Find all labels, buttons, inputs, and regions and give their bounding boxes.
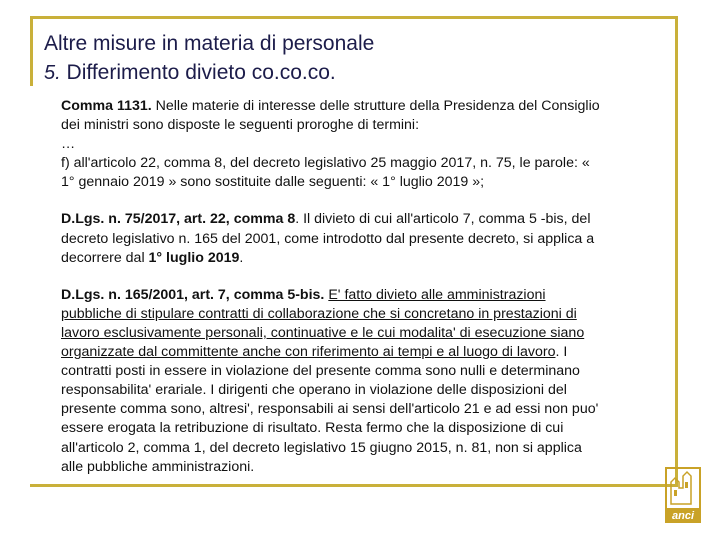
paragraph-dlgs-75 — [61, 210, 601, 267]
title-subtitle: Differimento divieto co.co.co. — [66, 61, 336, 84]
dlgs-165-text: . I contratti posti in essere in violazione del presente comma sono nulli e determinano responsabilita' erariale. I dirigenti che operano in violazione delle disposizioni del presente comma sono, altresi', responsabili ai sensi dell'articolo 21 e ad essi non puo' essere erogata la retribuzione di risultato. Resta fermo che la disposizione di cui all'articolo 2, comma 1, del decreto legislativo 15 giugno 2015, n. 81, non si applica alle pubbliche amministrazioni. — [61, 344, 599, 475]
paragraph-dlgs-165 — [61, 286, 601, 477]
dlgs-75-lead: D.Lgs. n. 75/2017, art. 22, comma 8 — [61, 211, 296, 228]
logo-window-2 — [685, 482, 688, 488]
dlgs-75-date: 1° luglio 2019 — [148, 249, 240, 266]
frame-top-rule — [30, 16, 678, 19]
comma-1131-lead: Comma 1131. — [61, 98, 152, 114]
title-number: 5. — [44, 62, 61, 84]
paragraph-comma-1131 — [61, 97, 601, 192]
comma-1131-item-f: f) all'articolo 22, comma 8, del decreto legislativo 25 maggio 2017, n. 75, le parole: « 1° gennaio 2019 » sono sostituite dalle seguenti: « 1° luglio 2019 »; — [61, 155, 590, 191]
logo-text: anci — [671, 510, 695, 522]
logo-window-1 — [674, 490, 677, 496]
slide-body — [61, 97, 601, 495]
frame-right-rule — [675, 16, 678, 486]
dlgs-165-lead: D.Lgs. n. 165/2001, art. 7, comma 5-bis. — [61, 286, 325, 303]
anci-logo-icon — [664, 466, 702, 524]
dlgs-165-underlined: E' fatto divieto alle amministrazioni pubbliche di stipulare contratti di collaborazione che si concretano in prestazioni di lavoro esclusivamente personali, continuative e le cui modalita' di esecuzione siano organizzate dal committente anche con riferimento ai tempi e al luogo di lavoro — [61, 286, 585, 361]
dlgs-75-text: . Il divieto di cui all'articolo 7, comma 5 -bis, del decreto legislativo n. 165 del 2001, come introdotto dal presente decreto, si applica a decorrere dal — [61, 211, 595, 266]
title-line-1: Altre misure in materia di personale — [44, 32, 375, 55]
slide-title — [44, 29, 664, 88]
comma-1131-text: Nelle materie di interesse delle strutture della Presidenza del Consiglio dei ministri sono disposte le seguenti proroghe di termini: — [61, 98, 600, 134]
title-line-2 — [44, 58, 664, 88]
ellipsis: … — [61, 136, 76, 153]
dlgs-75-end: . — [239, 249, 244, 266]
frame-left-rule — [30, 16, 33, 86]
